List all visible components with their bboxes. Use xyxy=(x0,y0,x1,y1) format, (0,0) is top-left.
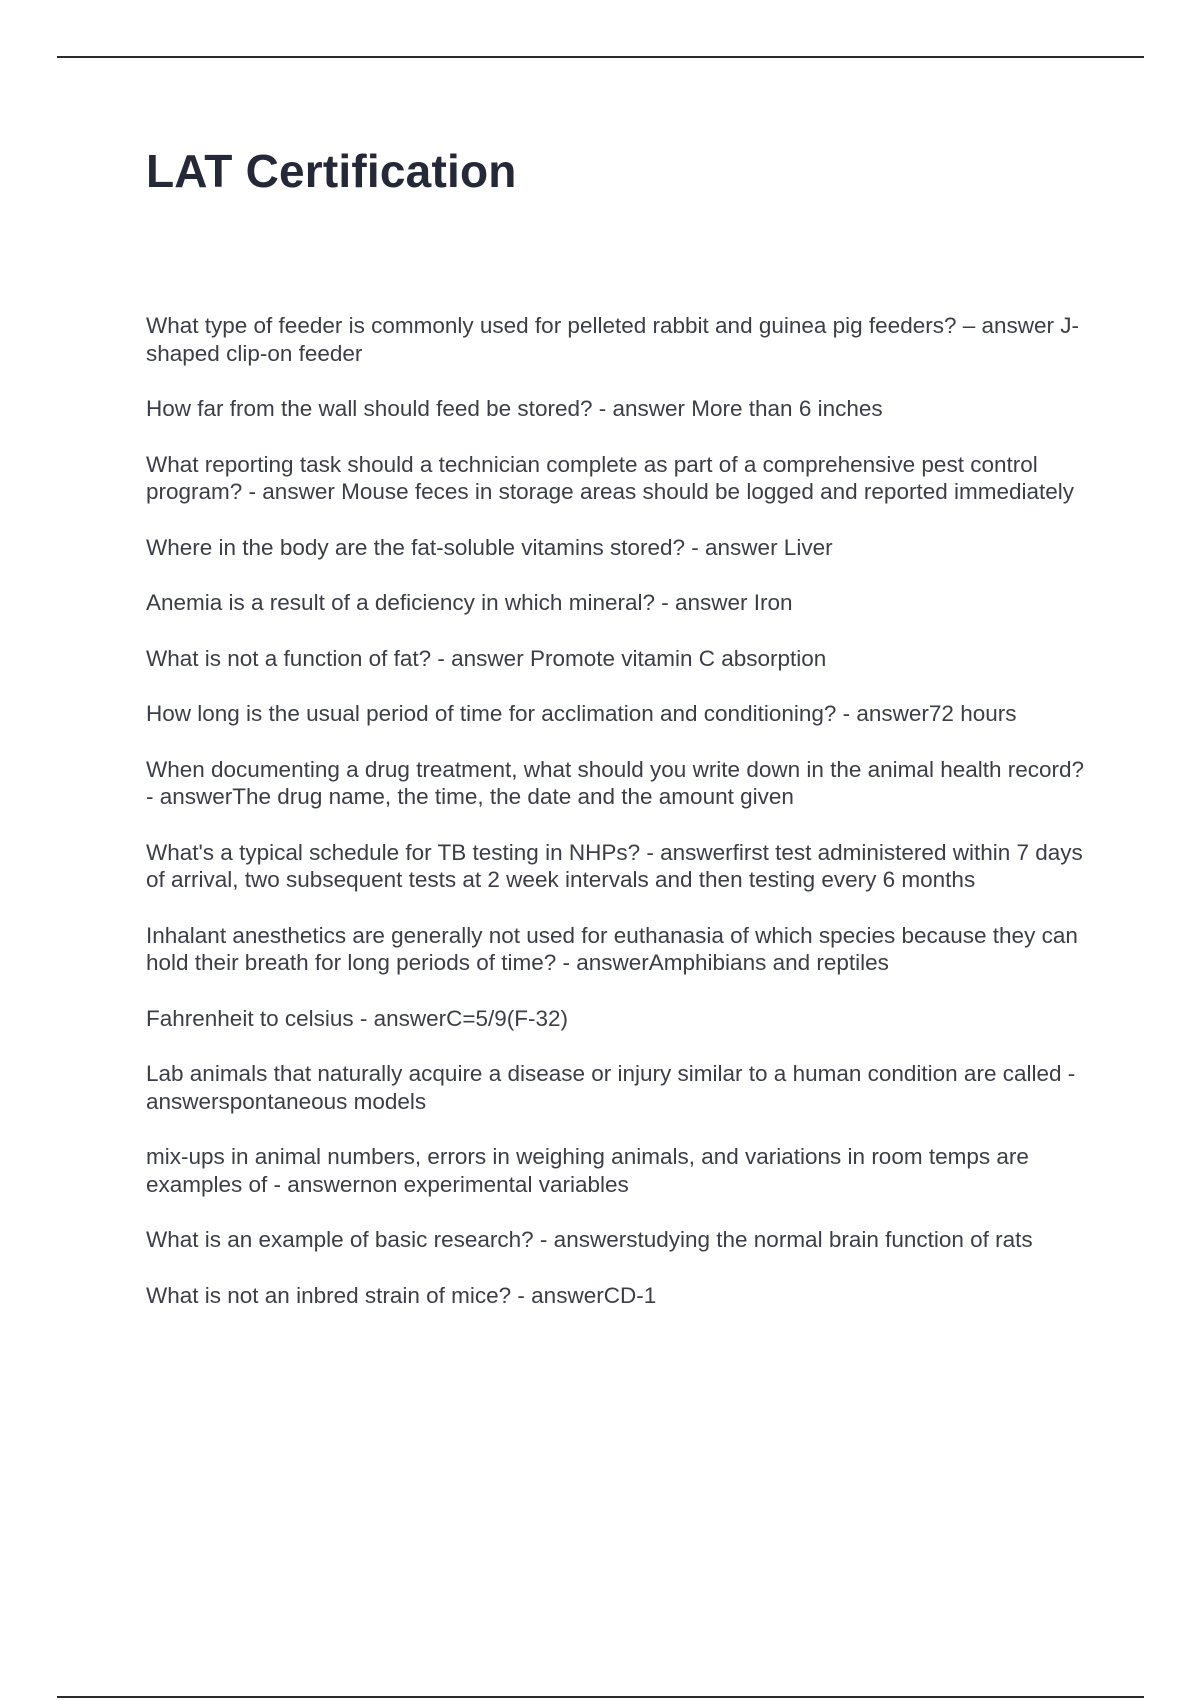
qa-item: How far from the wall should feed be stored? - answer More than 6 inches xyxy=(146,396,883,421)
bottom-divider xyxy=(57,1696,1144,1698)
qa-item: Inhalant anesthetics are generally not used for euthanasia of which species because they can hold their breath for long periods of time? - answerAmphibians and reptiles xyxy=(146,922,1078,975)
qa-item: What type of feeder is commonly used for pelleted rabbit and guinea pig feeders? – answer J-shaped clip-on feeder xyxy=(146,313,1080,366)
qa-item: Where in the body are the fat-soluble vitamins stored? - answer Liver xyxy=(146,534,833,560)
qa-item: What is not an inbred strain of mice? - answerCD-1 xyxy=(146,1282,657,1308)
qa-item: mix-ups in animal numbers, errors in weighing animals, and variations in room temps are examples of - answernon experimental variables xyxy=(146,1144,1029,1197)
qa-item: What is not a function of fat? - answer Promote vitamin C absorption xyxy=(146,645,827,671)
qa-item: What's a typical schedule for TB testing in NHPs? - answerfirst test administered within 7 days of arrival, two subsequent tests at 2 week intervals and then testing every 6 months xyxy=(146,839,1083,892)
qa-item: What reporting task should a technician complete as part of a comprehensive pest control program? - answer Mouse feces in storage areas should be logged and reported immediately xyxy=(146,451,1075,504)
qa-list xyxy=(146,312,1096,1337)
qa-item: Lab animals that naturally acquire a disease or injury similar to a human condition are called - answerspontaneous models xyxy=(146,1061,1076,1114)
qa-item: What is an example of basic research? - answerstudying the normal brain function of rats xyxy=(146,1227,1033,1252)
qa-item: How long is the usual period of time for acclimation and conditioning? - answer72 hours xyxy=(146,701,1017,726)
top-divider xyxy=(57,56,1144,58)
qa-item: When documenting a drug treatment, what should you write down in the animal health record? - answerThe drug name, the time, the date and the amount given xyxy=(146,756,1085,809)
qa-item: Fahrenheit to celsius - answerC=5/9(F-32) xyxy=(146,1005,569,1031)
page-title: LAT Certification xyxy=(146,145,517,197)
qa-item: Anemia is a result of a deficiency in which mineral? - answer Iron xyxy=(146,590,793,615)
